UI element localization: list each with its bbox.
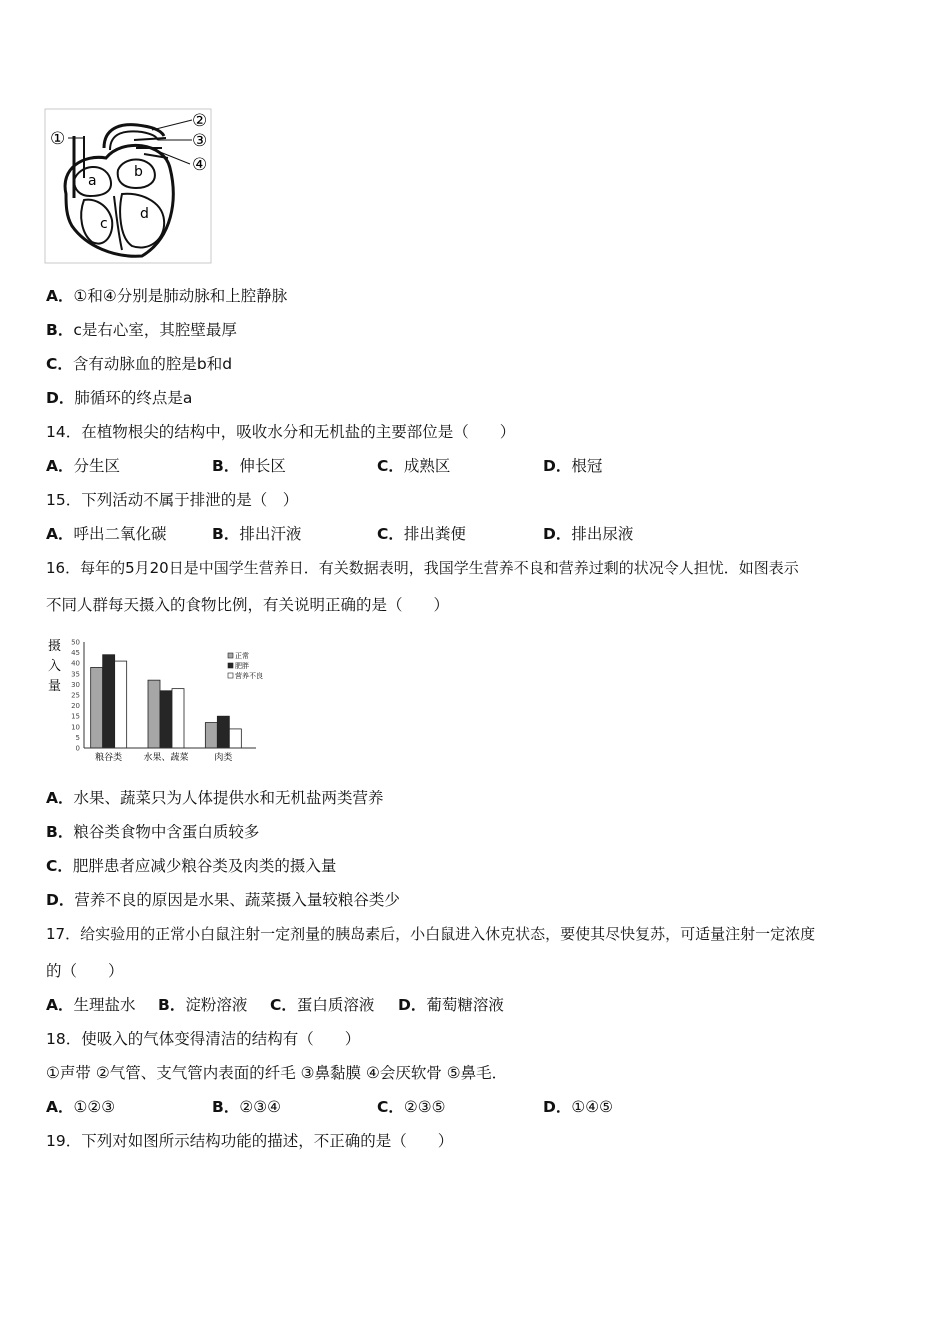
intake-bar-chart xyxy=(44,634,284,766)
bar-肥胖-粮谷类 xyxy=(103,655,115,748)
legend-swatch xyxy=(228,653,233,658)
q16-option-a: A．水果、蔬菜只为人体提供水和无机盐两类营养 xyxy=(46,789,384,807)
x-tick-label: 肉类 xyxy=(214,753,233,763)
y-tick-label: 25 xyxy=(71,691,80,700)
q16-option-d: D．营养不良的原因是水果、蔬菜摄入量较粮谷类少 xyxy=(46,891,400,909)
q13-option-d: D．肺循环的终点是a xyxy=(46,389,193,407)
q17-stem-line2: 的（ ） xyxy=(46,962,124,980)
bar-肥胖-水果、蔬菜 xyxy=(160,691,172,748)
y-tick-label: 45 xyxy=(71,649,80,658)
chamber-d: d xyxy=(140,206,149,222)
legend-swatch xyxy=(228,673,233,678)
bar-正常-粮谷类 xyxy=(91,667,103,748)
q16-option-b: B．粮谷类食物中含蛋白质较多 xyxy=(46,823,260,841)
q19-stem: 19．下列对如图所示结构功能的描述，不正确的是（ ） xyxy=(46,1132,454,1150)
y-tick-label: 30 xyxy=(71,680,80,689)
legend-label: 正常 xyxy=(235,652,249,660)
y-tick-label: 15 xyxy=(71,712,80,721)
legend-swatch xyxy=(228,663,233,668)
q13-option-c: C．含有动脉血的腔是b和d xyxy=(46,355,233,373)
x-tick-label: 水果、蔬菜 xyxy=(143,753,189,763)
bars xyxy=(91,655,242,748)
x-tick-label: 粮谷类 xyxy=(95,753,123,763)
y-tick-label: 20 xyxy=(71,702,80,711)
y-axis-ticks xyxy=(71,639,80,753)
bar-营养不良-粮谷类 xyxy=(115,661,127,748)
y-tick-label: 50 xyxy=(71,638,80,647)
chamber-a: a xyxy=(88,173,97,189)
heart-diagram xyxy=(44,108,216,266)
q13-option-a: A．①和④分别是肺动脉和上腔静脉 xyxy=(46,287,288,305)
bar-肥胖-肉类 xyxy=(217,716,229,748)
label-1: ① xyxy=(50,129,66,149)
y-axis-label xyxy=(48,638,61,694)
q18-items: ①声带 ②气管、支气管内表面的纤毛 ③鼻黏膜 ④会厌软骨 ⑤鼻毛． xyxy=(46,1064,508,1082)
legend-label: 营养不良 xyxy=(235,672,263,680)
y-label-char: 量 xyxy=(48,679,62,694)
bar-正常-水果、蔬菜 xyxy=(148,680,160,748)
legend-label: 肥胖 xyxy=(235,662,249,670)
y-tick-label: 40 xyxy=(71,659,80,668)
y-label-char: 入 xyxy=(48,659,62,674)
label-4: ④ xyxy=(192,155,208,175)
y-tick-label: 0 xyxy=(75,744,80,753)
y-tick-label: 35 xyxy=(71,670,80,679)
q14-stem: 14．在植物根尖的结构中，吸收水分和无机盐的主要部位是（ ） xyxy=(46,423,516,441)
bar-营养不良-水果、蔬菜 xyxy=(172,689,184,748)
bar-营养不良-肉类 xyxy=(229,729,241,748)
q16-stem-line2: 不同人群每天摄入的食物比例，有关说明正确的是（ ） xyxy=(46,596,450,614)
chamber-b: b xyxy=(134,164,143,180)
q18-stem: 18．使吸入的气体变得清洁的结构有（ ） xyxy=(46,1030,361,1048)
chamber-c: c xyxy=(100,216,108,232)
y-tick-label: 5 xyxy=(75,733,80,742)
label-3: ③ xyxy=(192,131,208,151)
q16-stem-line1: 16．每年的5月20日是中国学生营养日．有关数据表明，我国学生营养不良和营养过剩的状况令人担忧．如图表示 xyxy=(46,559,799,577)
label-2: ② xyxy=(192,111,208,131)
legend xyxy=(228,651,263,680)
q13-option-b: B．c是右心室，其腔壁最厚 xyxy=(46,321,237,339)
q15-stem: 15．下列活动不属于排泄的是（ ） xyxy=(46,491,299,509)
q16-option-c: C．肥胖患者应减少粮谷类及肉类的摄入量 xyxy=(46,857,337,875)
y-label-char: 摄 xyxy=(48,639,62,654)
y-tick-label: 10 xyxy=(71,723,80,732)
bar-正常-肉类 xyxy=(205,723,217,748)
q17-stem-line1: 17．给实验用的正常小白鼠注射一定剂量的胰岛素后，小白鼠进入休克状态，要使其尽快复苏，可适量注射一定浓度 xyxy=(46,925,816,943)
x-axis-labels xyxy=(95,751,232,763)
